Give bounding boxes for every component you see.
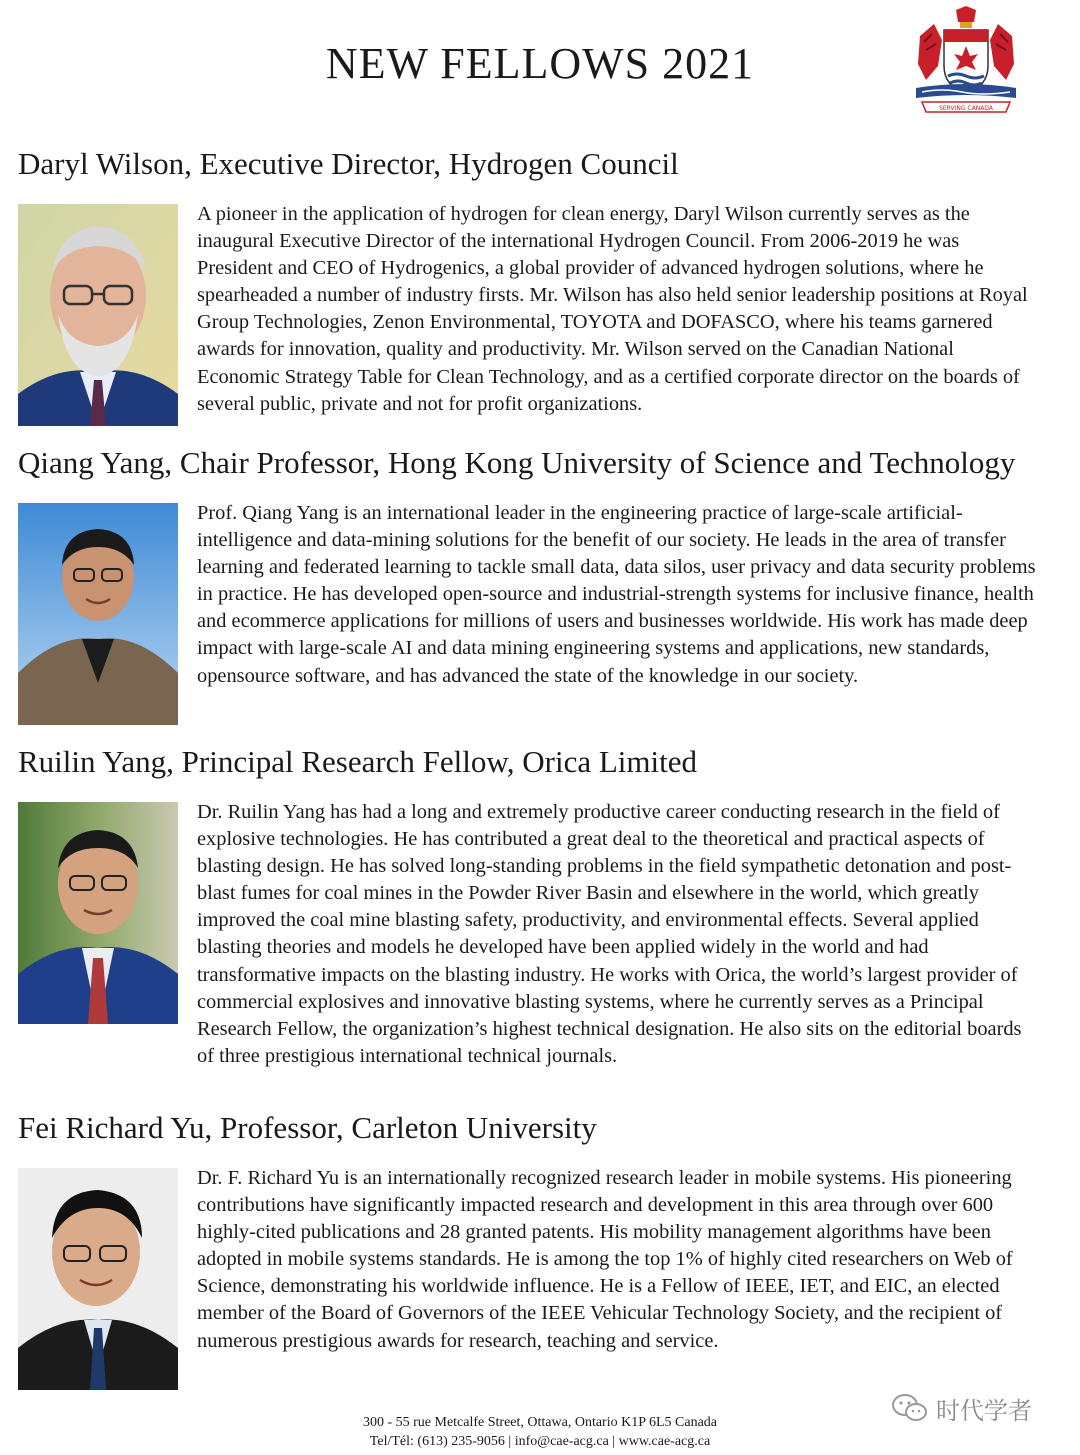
coat-of-arms-icon	[912, 6, 1020, 118]
fellow-heading: Daryl Wilson, Executive Director, Hydrogen Council	[18, 146, 679, 181]
fellow-bio: Dr. Ruilin Yang has had a long and extremely productive career conducting research in the field of explosive technologies. He has contributed a great deal to the theoretical and practical aspects of blasting design. He has solved long-standing problems in the field sympathetic detonation and post-blast fumes for coal mines in the Powder River Basin and elsewhere in the world, which greatly improved the coal mine blasting safety, productivity, and environmental effects. Several applied blasting theories and models he developed have been applied widely in the world and had transformative impacts on the blasting industry. He works with Orica, the world’s largest provider of commercial explosives and innovative blasting systems, where he currently serves as a Principal Research Fellow, the organization’s highest technical designation. He also sits on the editorial boards of three prestigious international technical journals.	[197, 801, 1022, 1067]
fellow-bio: Dr. F. Richard Yu is an internationally recognized research leader in mobile systems. His pioneering contributions have significantly impacted research and development in this area through over 600 highly-cited publications and 28 granted patents. His mobility management algorithms have been adopted in mobile systems standards. He is among the top 1% of highly cited researchers on Web of Science, demonstrating his worldwide influence. He is a Fellow of IEEE, IET, and EIC, an elected member of the Board of Governors of the IEEE Vehicular Technology Society, and the recipient of numerous prestigious awards for research, teaching and service.	[197, 1167, 1013, 1352]
fellow-bio: A pioneer in the application of hydrogen for clean energy, Daryl Wilson currently serves as the inaugural Executive Director of the international Hydrogen Council. From 2006-2019 he was President and CEO of Hydrogenics, a global provider of advanced hydrogen solutions, where he spearheaded a number of industry firsts. Mr. Wilson has also held senior leadership positions at Royal Group Technologies, Zenon Environmental, TOYOTA and DOFASCO, where his teams garnered awards for innovation, quality and productivity. Mr. Wilson served on the Canadian National Economic Strategy Table for Clean Technology, and as a certified corporate director on the boards of several public, private and not for profit organizations.	[197, 203, 1028, 415]
fellow-heading: Fei Richard Yu, Professor, Carleton University	[18, 1110, 597, 1145]
watermark	[890, 1390, 1060, 1426]
page-title: NEW FELLOWS 2021	[325, 39, 755, 88]
fellow-entry	[18, 744, 1048, 1067]
watermark-text: 时代学者	[936, 1396, 1032, 1425]
fellow-photo	[18, 503, 178, 725]
fellow-photo	[18, 204, 178, 426]
crest-motto: SERVING CANADA	[939, 105, 993, 112]
fellow-entry	[18, 146, 1048, 415]
wechat-icon	[890, 1392, 930, 1424]
fellow-bio: Prof. Qiang Yang is an international leader in the engineering practice of large-scale artificial-intelligence and data-mining solutions for the benefit of our society. He leads in the area of transfer learning and federated learning to tackle small data, data silos, user privacy and data security problems in practice. He has developed open-source and industrial-strength systems for inclusive finance, health and ecommerce applications for millions of users and businesses worldwide. His work has made deep impact with large-scale AI and data mining engineering systems and applications, new standards, opensource software, and has advanced the state of the knowledge in our society.	[197, 502, 1036, 687]
footer-address: 300 - 55 rue Metcalfe Street, Ottawa, Ontario K1P 6L5 Canada	[362, 1415, 718, 1430]
fellow-entry	[18, 1110, 1048, 1352]
fellow-heading: Ruilin Yang, Principal Research Fellow, Orica Limited	[18, 744, 698, 779]
fellow-photo	[18, 802, 178, 1025]
fellow-photo	[18, 1168, 178, 1390]
fellow-heading: Qiang Yang, Chair Professor, Hong Kong University of Science and Technology	[18, 445, 1016, 480]
fellow-entry	[18, 445, 1048, 687]
footer-contact: Tel/Tél: (613) 235-9056 | info@cae-acg.ca | www.cae-acg.ca	[369, 1434, 711, 1449]
